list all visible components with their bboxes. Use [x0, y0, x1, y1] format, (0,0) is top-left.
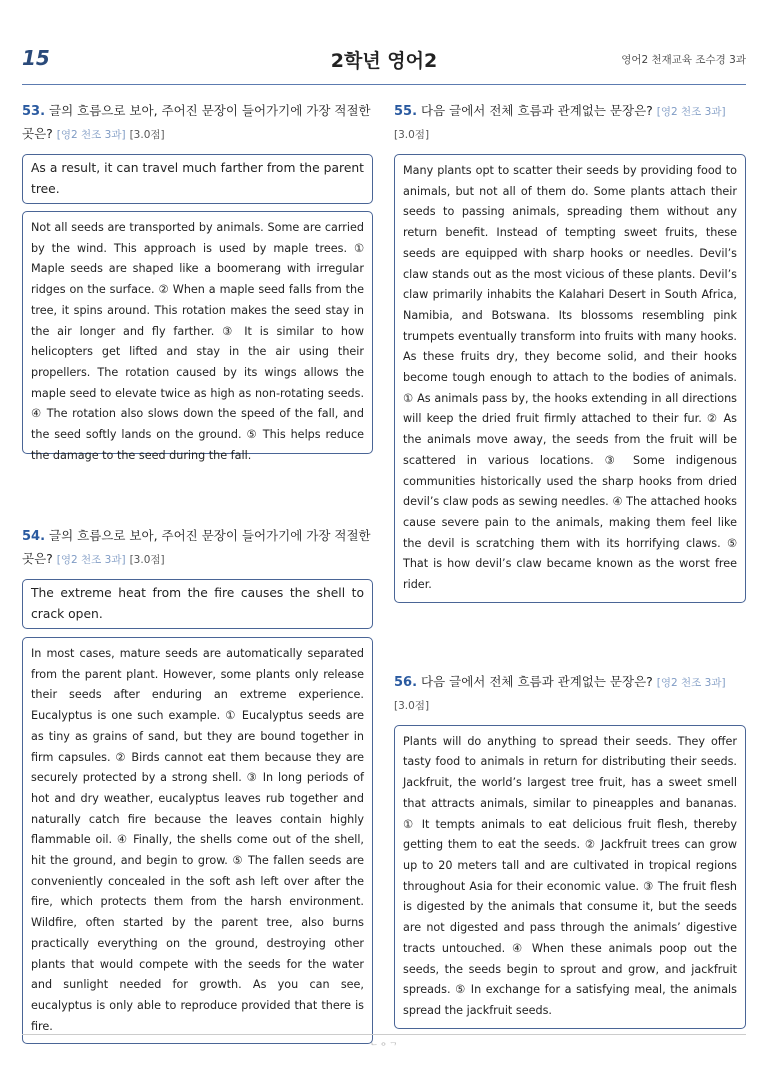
page-title: 2학년 영어2 [330, 50, 438, 72]
question-53-number: 53. [22, 104, 46, 119]
question-56-passage: Plants will do anything to spread their seeds. They offer tasty food to animals in return for distributing their seeds. Jackfruit, the world’s largest tree fruit, has a sweet smell that attracts animals, similar to pineapples and bananas. ① It tempts animals to eat delicious fruit flesh, thereby getting them to eat the seeds. ② Jackfruit trees can grow up to 20 meters tall and are cultivated in tropical regions throughout Asia for their economic value. ③ The fruit flesh is digested by the animals that consume it, but the seeds are not digested and pass through the animals’ digestive tracts untouched. ④ When these animals poop out the seeds, the seeds begin to sprout and grow, and jackfruit spreads. ⑤ In exchange for a satisfying meal, the animals spread the jackfruit seeds. [394, 725, 746, 1029]
page-header [22, 44, 746, 76]
left-column [22, 100, 373, 1044]
question-55-prompt [394, 100, 746, 146]
question-54-given-sentence: The extreme heat from the fire causes the shell to crack open. [22, 579, 373, 629]
question-56-source: [영2 천조 3과] [656, 676, 726, 689]
question-53-given-sentence: As a result, it can travel much farther from the parent tree. [22, 154, 373, 204]
question-53-points: [3.0점] [129, 129, 165, 141]
question-54-text: 글의 흐름으로 보아, 주어진 문장이 들어가기에 가장 적절한 곳은? [22, 528, 371, 566]
question-54-number: 54. [22, 529, 46, 544]
question-55-source: [영2 천조 3과] [656, 106, 726, 118]
question-56-points: [3.0점] [394, 699, 430, 712]
question-53-text: 글의 흐름으로 보아, 주어진 문장이 들어가기에 가장 적절한 곳은? [22, 103, 371, 141]
question-56-prompt [394, 671, 746, 717]
page-footer: ᄂᄋᄀ [369, 1043, 399, 1053]
question-53-passage: Not all seeds are transported by animals. Some are carried by the wind. This approach is used by maple trees. ① Maple seeds are shaped like a boomerang with irregular ridges on the surface. ② When a maple seed falls from the tree, it spins around. This rotation makes the seed stay in the air longer and fly farther. ③ It is similar to how helicopters get lifted and stay in the air using their propellers. The rotation caused by its wings allows the maple seed to elevate twice as high as non-rotating seeds. ④ The rotation also slows down the speed of the fall, and the seed softly lands on the ground. ⑤ This helps reduce the damage to the seed during the fall. [22, 211, 373, 454]
question-53-source: [영2 천조 3과] [56, 129, 126, 141]
question-54-prompt [22, 525, 373, 571]
header-divider [22, 84, 746, 85]
page-number: 15 [22, 46, 50, 70]
question-53-prompt [22, 100, 373, 146]
right-column [394, 100, 746, 1029]
question-55-number: 55. [394, 104, 418, 119]
question-56-number: 56. [394, 674, 418, 690]
question-55-points: [3.0점] [394, 129, 430, 141]
question-55-passage: Many plants opt to scatter their seeds by providing food to animals, but not all of them do. Some plants attach their seeds to passing animals, spreading them without any return benefit. Instead of tempting sweet fruits, these seeds are equipped with sharp hooks or needles. Devil’s claw stands out as the most vicious of these plants. Devil’s claw primarily inhabits the Kalahari Desert in South Africa, Namibia, and Botswana. Its blossoms resembling pink trumpets eventually transform into fruits with many hooks. As these fruits dry, they become solid, and their hooks become tough enough to attach to the bodies of animals. ① As animals pass by, the hooks extending in all directions will keep the dried fruit firmly attached to their fur. ② As the animals move away, the seeds from the fruit will be scattered in various locations. ③ Some indigenous communities historically used the sharp hooks from dried devil’s claw pods as sewing needles. ④ The attached hooks cause severe pain to the animals, making them feel like the devil is scratching them with its horrifying claws. ⑤ That is how devil’s claw became known as the worst free rider. [394, 154, 746, 603]
question-56-text: 다음 글에서 전체 흐름과 관계없는 문장은? [421, 673, 653, 689]
footer-divider [22, 1034, 746, 1035]
question-55-text: 다음 글에서 전체 흐름과 관계없는 문장은? [421, 103, 653, 118]
question-54-passage: In most cases, mature seeds are automatically separated from the parent plant. However, some plants only release their seeds after enduring an extreme experience. Eucalyptus is one such example. ① Eucalyptus seeds are as tiny as grains of sand, but they are bound together in firm capsules. ② Birds cannot eat them because they are securely protected by a strong shell. ③ In long periods of hot and dry weather, eucalyptus leaves rub together and naturally catch fire because the leaves contain highly flammable oil. ④ Finally, the shells come out of the shell, hit the ground, and begin to grow. ⑤ The fallen seeds are conveniently concealed in the soft ash left over after the fire, which protects them from the harsh environment. Wildfire, often started by the parent tree, also burns practically everything on the ground, destroying other plants that would compete with the seeds for the water and sunlight needed for growth. As you can see, eucalyptus is only able to reproduce provided that there is fire. [22, 637, 373, 1044]
question-54-source: [영2 천조 3과] [56, 554, 126, 566]
question-54-points: [3.0점] [129, 554, 165, 566]
exam-info: 영어2 천재교육 조수경 3과 [621, 54, 746, 66]
